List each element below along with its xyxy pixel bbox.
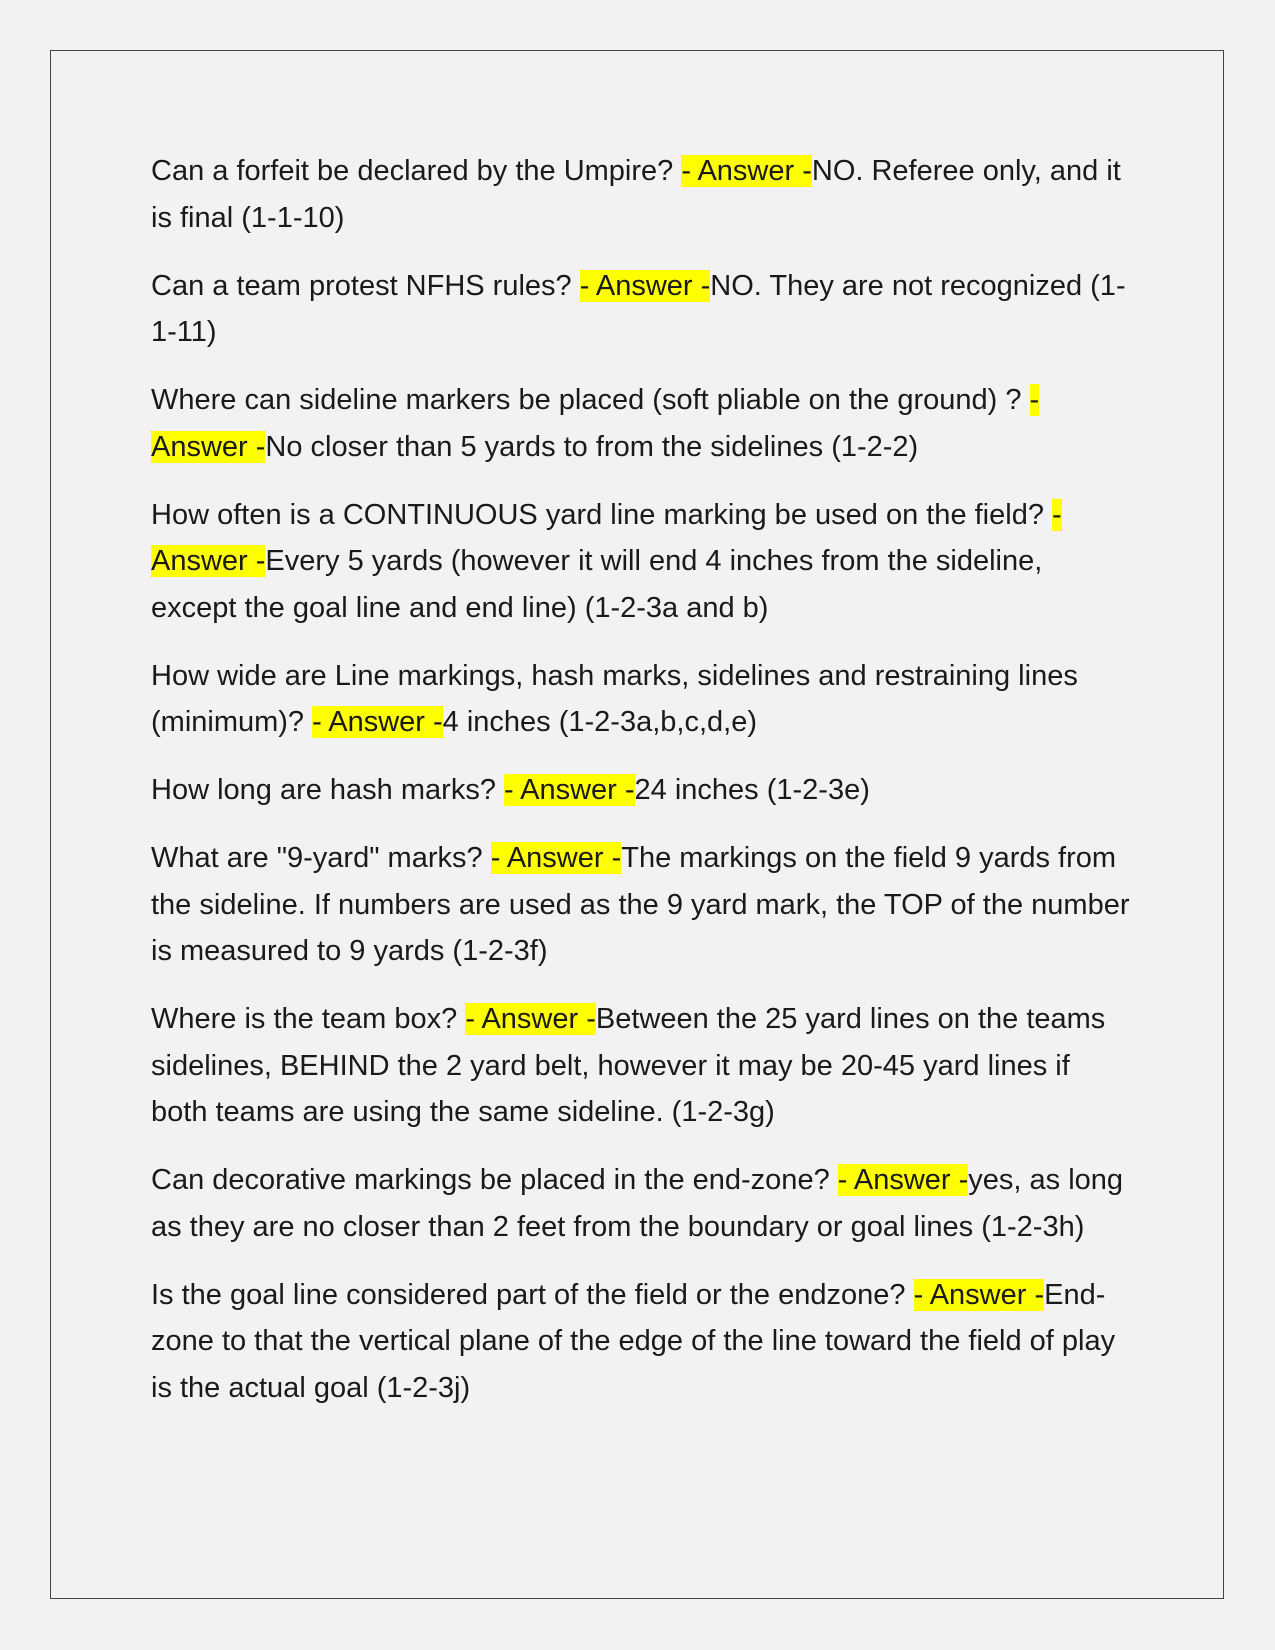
qa-item-6	[151, 767, 1131, 814]
answer-marker: - Answer -	[504, 774, 635, 806]
qa-item-5	[151, 653, 1131, 746]
question: How often is a CONTINUOUS yard line marking be used on the field?	[151, 498, 1053, 531]
qa-item-7	[151, 835, 1131, 975]
question: Is the goal line considered part of the field or the endzone?	[151, 1278, 914, 1311]
answer: The markings on the field 9 yards from the sideline. If numbers are used as the 9 yard mark, the TOP of the number is measured to 9 yards (1-2-3f)	[151, 842, 1130, 967]
question: Can a team protest NFHS rules?	[151, 269, 580, 302]
answer-marker: - Answer -	[151, 384, 1040, 463]
answer-marker: - Answer -	[579, 269, 711, 302]
answer: 24 inches (1-2-3e)	[634, 774, 870, 806]
qa-item-3	[151, 377, 1131, 470]
question: How long are hash marks?	[151, 774, 504, 806]
qa-item-8	[151, 996, 1131, 1136]
question: Where can sideline markers be placed (soft pliable on the ground) ?	[151, 384, 1030, 416]
answer-marker: - Answer -	[913, 1278, 1045, 1311]
answer: Between the 25 yard lines on the teams sidelines, BEHIND the 2 yard belt, however it may be 20-45 yard lines if both teams are using the same sideline. (1-2-3g)	[151, 1003, 1106, 1128]
qa-item-4	[151, 492, 1131, 632]
answer: yes, as long as they are no closer than 2 feet from the boundary or goal lines (1-2-3h)	[151, 1164, 1124, 1243]
qa-item-9	[151, 1157, 1131, 1250]
qa-item-2	[151, 263, 1131, 356]
answer: NO. They are not recognized (1-1-11)	[151, 269, 1126, 348]
question: What are "9-yard" marks?	[151, 842, 491, 874]
answer: No closer than 5 yards to from the sidelines (1-2-2)	[265, 430, 919, 463]
question: Where is the team box?	[151, 1003, 466, 1035]
question: How wide are Line markings, hash marks, sidelines and restraining lines (minimum)?	[151, 659, 1078, 738]
qa-item-10	[151, 1272, 1131, 1412]
answer: NO. Referee only, and it is final (1-1-10)	[151, 155, 1121, 234]
answer: Every 5 yards (however it will end 4 inches from the sideline, except the goal line and end line) (1-2-3a and b)	[151, 545, 1043, 624]
qa-item-1	[151, 148, 1131, 241]
answer-marker: - Answer -	[151, 498, 1062, 577]
question: Can a forfeit be declared by the Umpire?	[151, 155, 682, 187]
answer-marker: - Answer -	[490, 842, 622, 874]
answer: 4 inches (1-2-3a,b,c,d,e)	[442, 706, 757, 738]
answer-marker: - Answer -	[312, 706, 443, 738]
answer: End-zone to that the vertical plane of the edge of the line toward the field of play is the actual goal (1-2-3j)	[151, 1278, 1116, 1404]
document-body	[151, 148, 1131, 1433]
answer-marker: - Answer -	[837, 1164, 969, 1196]
answer-marker: - Answer -	[681, 155, 812, 187]
question: Can decorative markings be placed in the end-zone?	[151, 1164, 838, 1196]
answer-marker: - Answer -	[465, 1003, 596, 1035]
